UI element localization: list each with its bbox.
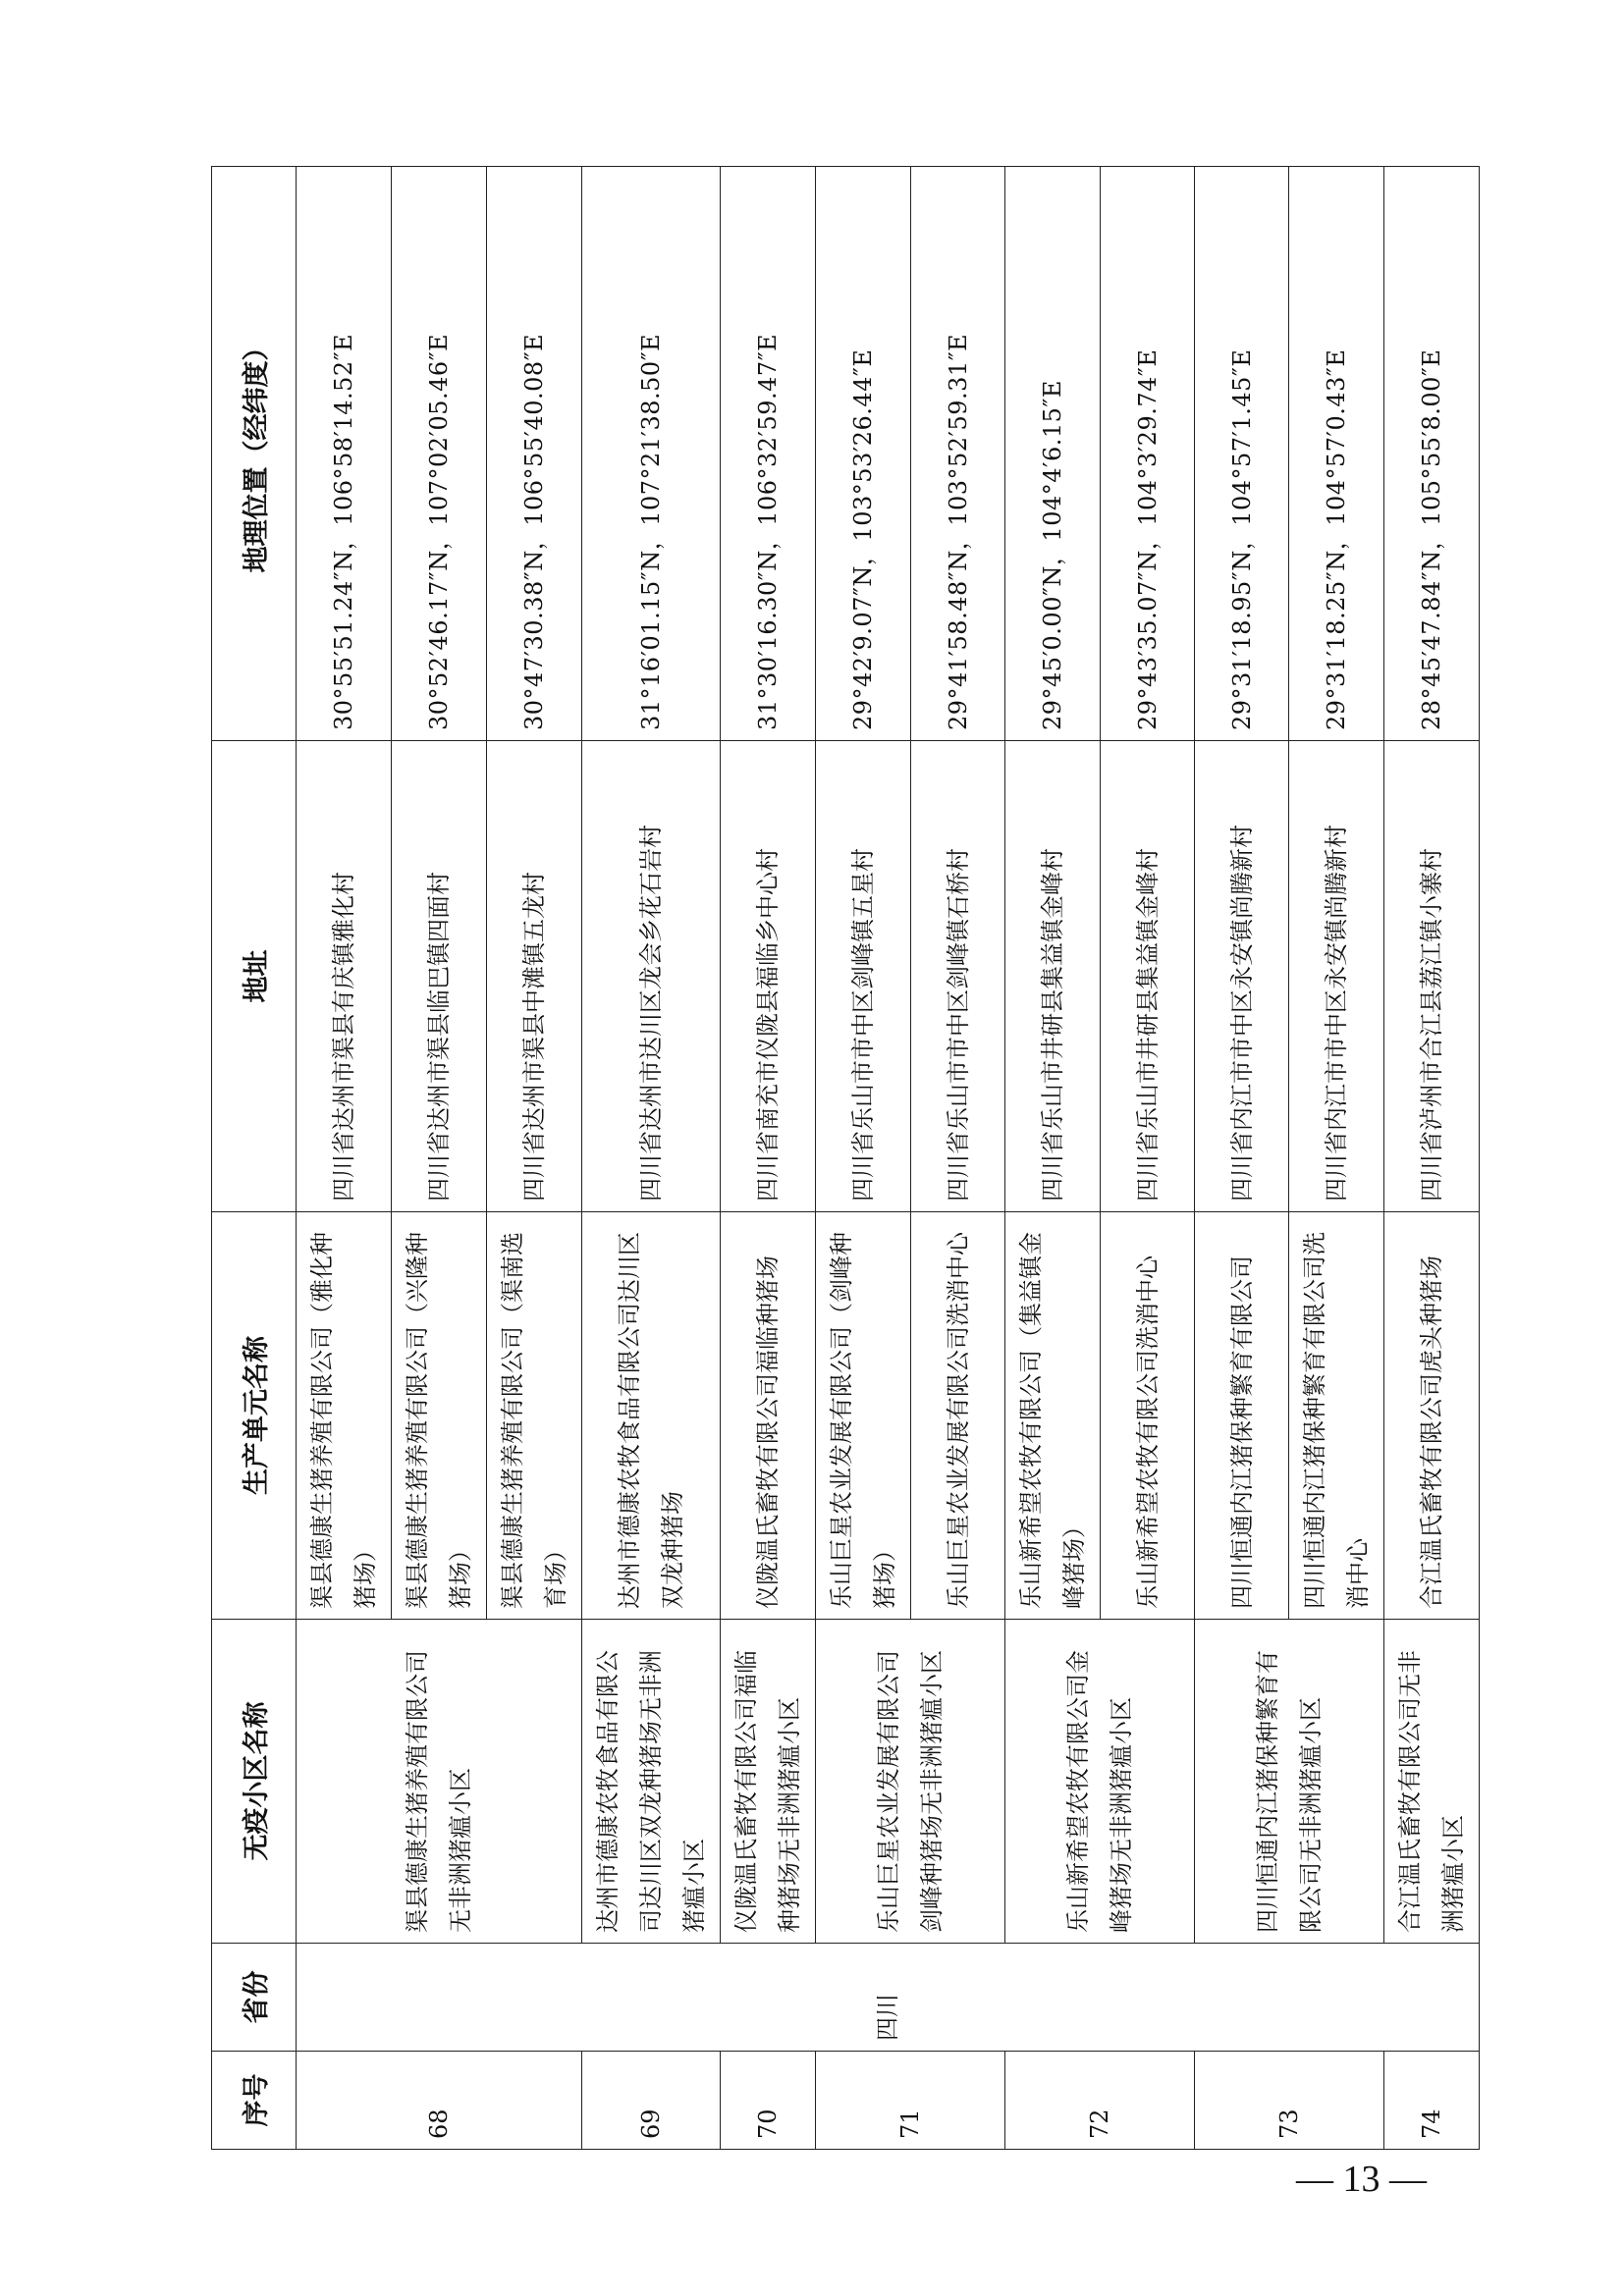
zone-cell: 仪陇温氏畜牧有限公司福临种猪场无非洲猪瘟小区	[721, 1620, 816, 1944]
pig-farm-zone-table	[211, 166, 1480, 2150]
table-row	[1005, 167, 1101, 2150]
address-cell: 四川省内江市市中区永安镇尚腾新村	[1195, 741, 1289, 1212]
address-cell: 四川省乐山市市中区剑峰镇五星村	[816, 741, 911, 1212]
header-zone: 无疫小区名称	[212, 1620, 297, 1944]
unit-cell: 乐山巨星农业发展有限公司（剑峰种猪场）	[816, 1212, 911, 1620]
unit-cell: 乐山新希望农牧有限公司洗消中心	[1101, 1212, 1195, 1620]
page-number: — 13 —	[1296, 2159, 1427, 2200]
header-unit: 生产单元名称	[212, 1212, 297, 1620]
unit-cell: 四川恒通内江猪保种繁育有限公司洗消中心	[1289, 1212, 1384, 1620]
address-cell: 四川省达州市渠县中滩镇五龙村	[487, 741, 582, 1212]
unit-cell: 乐山新希望农牧有限公司（集益镇金峰猪场）	[1005, 1212, 1101, 1620]
header-address: 地址	[212, 741, 297, 1212]
address-cell: 四川省内江市市中区永安镇尚腾新村	[1289, 741, 1384, 1212]
seq-cell: 69	[582, 2052, 721, 2150]
zone-cell: 渠县德康生猪养殖有限公司无非洲猪瘟小区	[297, 1620, 582, 1944]
geo-cell: 30°52′46.17″N，107°02′05.46″E	[392, 167, 487, 741]
geo-cell: 29°42′9.07″N，103°53′26.44″E	[816, 167, 911, 741]
address-cell: 四川省泸州市合江县荔江镇小寨村	[1384, 741, 1480, 1212]
geo-cell: 29°41′58.48″N，103°52′59.31″E	[911, 167, 1005, 741]
unit-cell: 渠县德康生猪养殖有限公司（雅化种猪场）	[297, 1212, 392, 1620]
seq-cell: 68	[297, 2052, 582, 2150]
seq-cell: 73	[1195, 2052, 1384, 2150]
table-row	[582, 167, 721, 2150]
geo-cell: 31°16′01.15″N，107°21′38.50″E	[582, 167, 721, 741]
geo-cell: 29°43′35.07″N，104°3′29.74″E	[1101, 167, 1195, 741]
zone-cell: 达州市德康农牧食品有限公司达川区双龙种猪场无非洲猪瘟小区	[582, 1620, 721, 1944]
table-row	[1384, 167, 1480, 2150]
unit-cell: 四川恒通内江猪保种繁育有限公司	[1195, 1212, 1289, 1620]
address-cell: 四川省南充市仪陇县福临乡中心村	[721, 741, 816, 1212]
table-row	[816, 167, 911, 2150]
address-cell: 四川省乐山市市中区剑峰镇石桥村	[911, 741, 1005, 1212]
table-row	[721, 167, 816, 2150]
province-cell: 四川	[297, 1944, 1480, 2052]
unit-cell: 渠县德康生猪养殖有限公司（渠南选育场）	[487, 1212, 582, 1620]
geo-cell: 31°30′16.30″N，106°32′59.47″E	[721, 167, 816, 741]
geo-cell: 30°55′51.24″N，106°58′14.52″E	[297, 167, 392, 741]
address-cell: 四川省达州市达川区龙会乡花石岩村	[582, 741, 721, 1212]
seq-cell: 72	[1005, 2052, 1195, 2150]
zone-cell: 合江温氏畜牧有限公司无非洲猪瘟小区	[1384, 1620, 1480, 1944]
zone-cell: 乐山新希望农牧有限公司金峰猪场无非洲猪瘟小区	[1005, 1620, 1195, 1944]
geo-cell: 30°47′30.38″N，106°55′40.08″E	[487, 167, 582, 741]
geo-cell: 28°45′47.84″N，105°55′8.00″E	[1384, 167, 1480, 741]
table-row	[297, 167, 392, 2150]
unit-cell: 乐山巨星农业发展有限公司洗消中心	[911, 1212, 1005, 1620]
header-geo: 地理位置（经纬度）	[212, 167, 297, 741]
zone-cell: 四川恒通内江猪保种繁育有限公司无非洲猪瘟小区	[1195, 1620, 1384, 1944]
seq-cell: 71	[816, 2052, 1005, 2150]
table-row	[1195, 167, 1289, 2150]
seq-cell: 74	[1384, 2052, 1480, 2150]
unit-cell: 仪陇温氏畜牧有限公司福临种猪场	[721, 1212, 816, 1620]
address-cell: 四川省乐山市井研县集益镇金峰村	[1005, 741, 1101, 1212]
address-cell: 四川省达州市渠县有庆镇雅化村	[297, 741, 392, 1212]
unit-cell: 合江温氏畜牧有限公司虎头种猪场	[1384, 1212, 1480, 1620]
table-header-row	[212, 167, 297, 2150]
address-cell: 四川省达州市渠县临巴镇四面村	[392, 741, 487, 1212]
header-province: 省份	[212, 1944, 297, 2052]
geo-cell: 29°31′18.25″N，104°57′0.43″E	[1289, 167, 1384, 741]
rotated-table-container	[211, 167, 1467, 2150]
address-cell: 四川省乐山市井研县集益镇金峰村	[1101, 741, 1195, 1212]
zone-cell: 乐山巨星农业发展有限公司剑峰种猪场无非洲猪瘟小区	[816, 1620, 1005, 1944]
geo-cell: 29°45′0.00″N，104°4′6.15″E	[1005, 167, 1101, 741]
geo-cell: 29°31′18.95″N，104°57′1.45″E	[1195, 167, 1289, 741]
unit-cell: 达州市德康农牧食品有限公司达川区双龙种猪场	[582, 1212, 721, 1620]
unit-cell: 渠县德康生猪养殖有限公司（兴隆种猪场）	[392, 1212, 487, 1620]
header-seq: 序号	[212, 2052, 297, 2150]
seq-cell: 70	[721, 2052, 816, 2150]
